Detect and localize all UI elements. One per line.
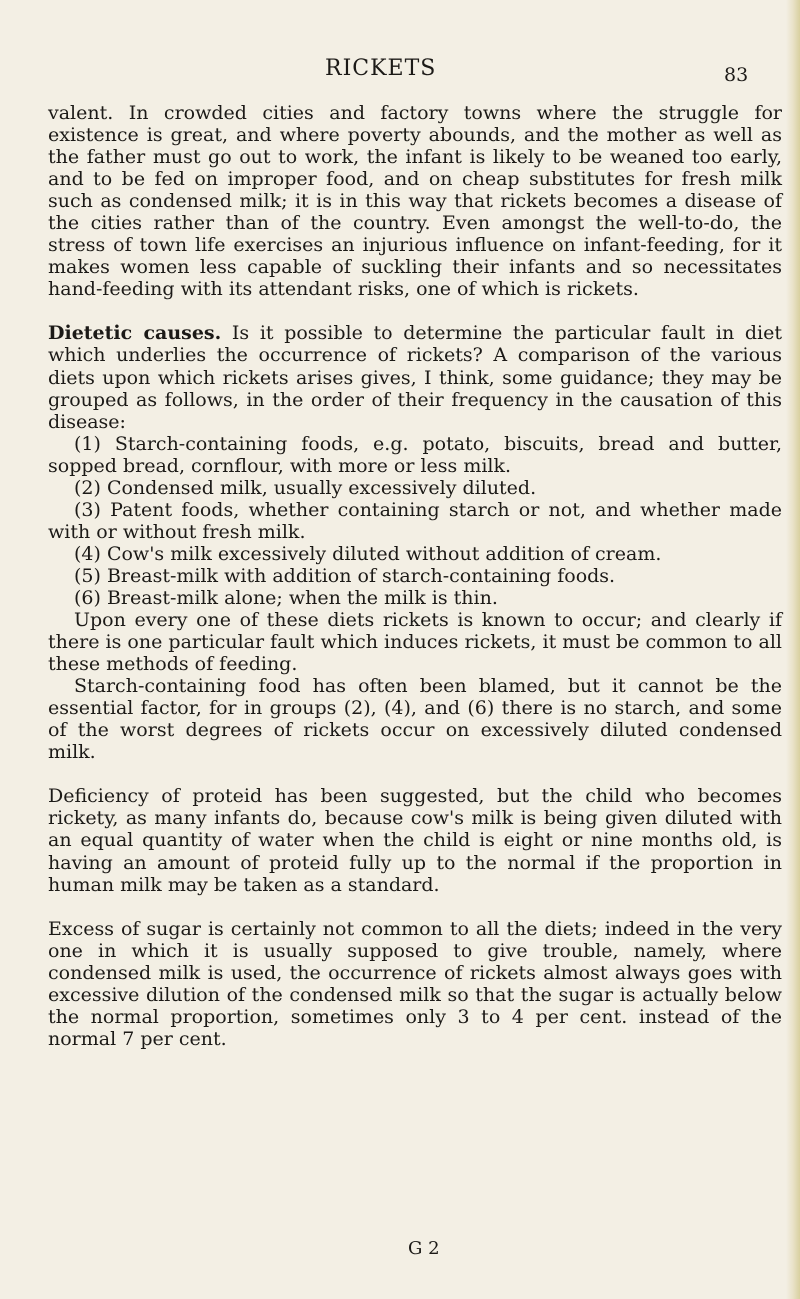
side-heading: Dietetic causes. [48,322,222,345]
paragraph: valent. In crowded cities and factory towns where the struggle for existence is great, and where poverty abounds, and the mother as well as the father must go out to work, the infant is likely to be weaned too early, and to be fed on improper food, and on cheap substitutes for fresh milk such as condensed milk; it is in this way that rickets becomes a disease of the cities rather than of the country. Even amongst the well-to-do, the stress of town life exercises an injurious influence on infant-feeding, for it makes women less capable of suckling their infants and so necessitates hand-feeding with its attendant risks, one of which is rickets. [48,102,782,301]
list-item: (2) Condensed milk, usually excessively diluted. [74,476,537,499]
paragraph: Upon every one of these diets rickets is known to occur; and clearly if there is one particular fault which induces rickets, it must be common to all these methods of feeding. [48,609,782,676]
page-number: 83 [724,64,749,86]
body-text [48,102,782,1050]
paragraph: Deficiency of proteid has been suggested, but the child who becomes rickety, as many infants do, because cow's milk is being given diluted with an equal quantity of water when the child is eight or nine months old, is having an amount of proteid fully up to the normal if the proportion in human milk may be taken as a standard. [48,785,782,896]
page-edge [786,0,800,1299]
section-gap [48,300,782,322]
running-title: RICKETS [325,56,437,81]
list-item: (6) Breast-milk alone; when the milk is thin. [74,586,498,609]
running-head [0,56,800,86]
paragraph-text: Is it possible to determine the particular fault in diet which underlies the occurrence of rickets? A comparison of the various diets upon which rickets arises gives, I think, some guidance; they may be grouped as follows, in the order of their frequency in the causation of this disease: [48,322,783,433]
paragraph-dietetic-causes [48,322,782,432]
paragraph: Starch-containing food has often been blamed, but it cannot be the essential factor, for in groups (2), (4), and (6) there is no starch, and some of the worst degrees of rickets occur on excessively diluted condensed milk. [48,675,782,764]
list-item: (3) Patent foods, whether containing starch or not, and whether made with or without fresh milk. [48,498,782,543]
list-item: (5) Breast-milk with addition of starch-containing foods. [74,564,616,587]
section-gap [48,763,782,785]
list-item: (4) Cow's milk excessively diluted without addition of cream. [74,542,662,565]
list-item: (1) Starch-containing foods, e.g. potato, biscuits, bread and butter, sopped bread, cornflour, with more or less milk. [48,432,782,477]
paragraph: Excess of sugar is certainly not common to all the diets; indeed in the very one in which it is usually supposed to give trouble, namely, where condensed milk is used, the occurrence of rickets almost always goes with excessive dilution of the condensed milk so that the sugar is actually below the normal proportion, sometimes only 3 to 4 per cent. instead of the normal 7 per cent. [48,917,782,1050]
signature-mark: G 2 [408,1238,440,1259]
section-gap [48,896,782,918]
